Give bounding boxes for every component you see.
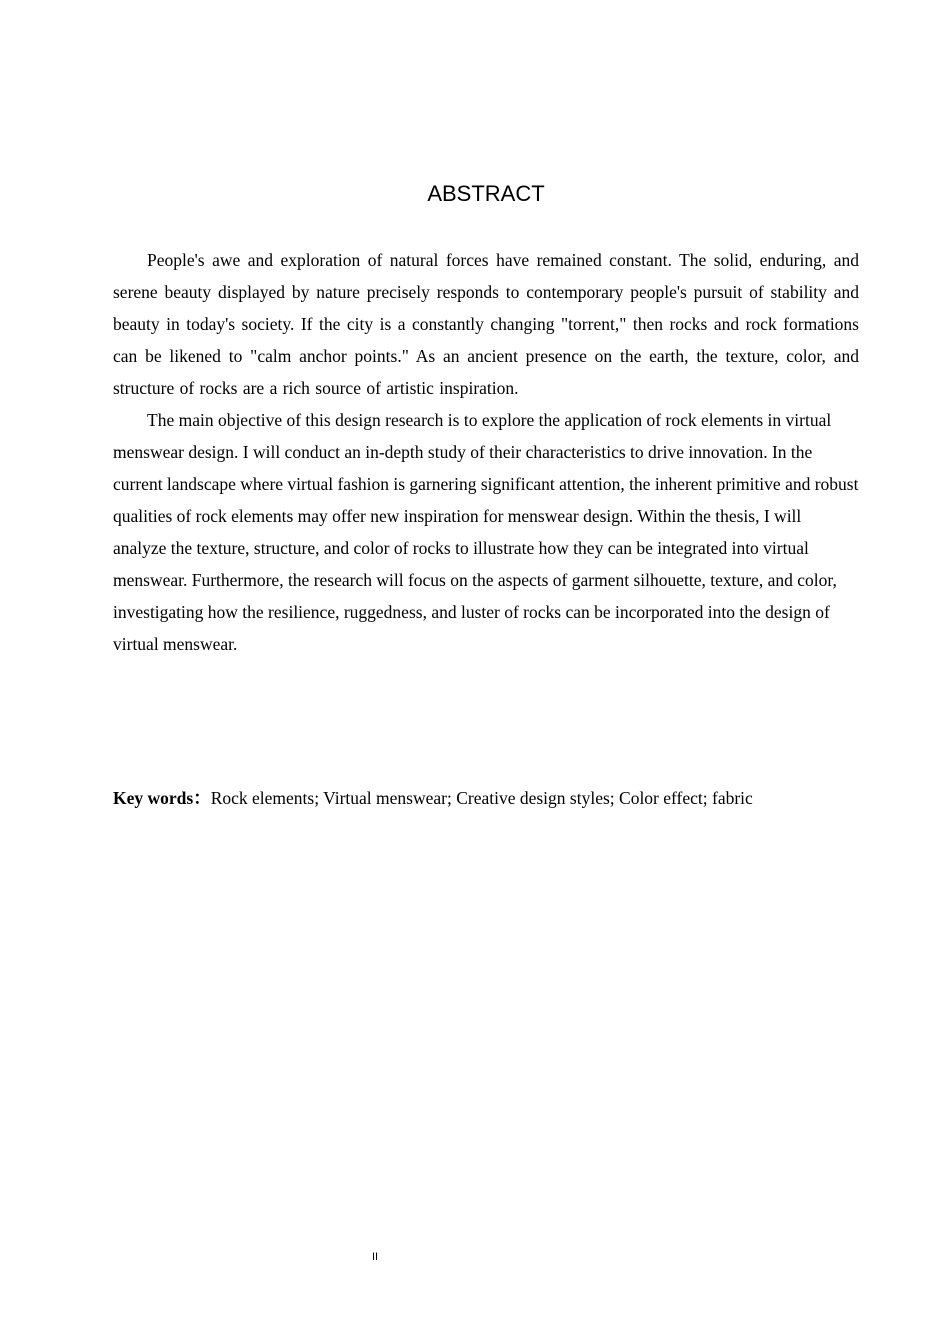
page-number: II [371, 1251, 379, 1263]
keywords-list: Rock elements; Virtual menswear; Creative design styles; Color effect; fabric [210, 788, 753, 808]
keywords-line [113, 782, 873, 814]
keywords-label: Key words： [113, 788, 211, 808]
abstract-title: ABSTRACT [427, 181, 545, 206]
abstract-paragraph-1: People's awe and exploration of natural forces have remained constant. The solid, enduring, and serene beauty displayed by nature precisely responds to contemporary people's pursuit of stability and beauty in today's society. If the city is a constantly changing "torrent," then rocks and rock formations can be likened to "calm anchor points." As an ancient presence on the earth, the texture, color, and structure of rocks are a rich source of artistic inspiration. [113, 250, 859, 398]
abstract-body [113, 244, 859, 660]
abstract-paragraph-2: The main objective of this design research is to explore the application of rock elements in virtual menswear design. I will conduct an in-depth study of their characteristics to drive innovation. In the current landscape where virtual fashion is garnering significant attention, the inherent primitive and robust qualities of rock elements may offer new inspiration for menswear design. Within the thesis, I will analyze the texture, structure, and color of rocks to illustrate how they can be integrated into virtual menswear. Furthermore, the research will focus on the aspects of garment silhouette, texture, and color, investigating how the resilience, ruggedness, and luster of rocks can be incorporated into the design of virtual menswear. [113, 410, 859, 654]
